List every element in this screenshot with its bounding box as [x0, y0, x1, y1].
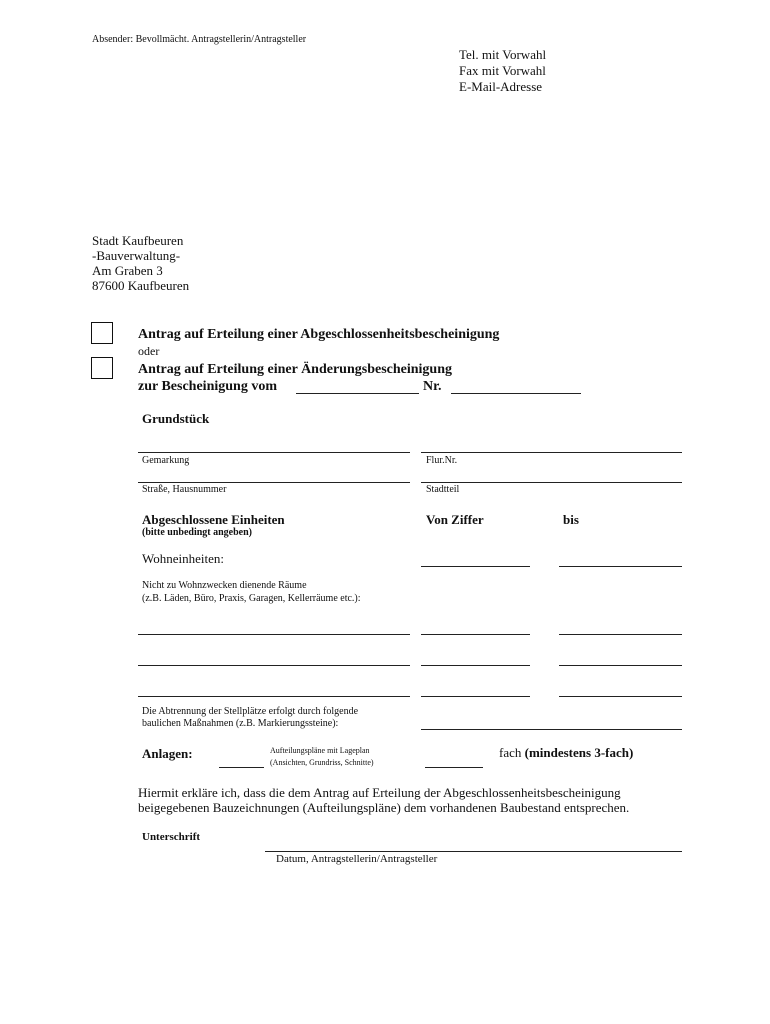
attachments-label: Anlagen: — [142, 746, 193, 761]
declaration-line: beigegebenen Bauzeichnungen (Aufteilungspläne) dem vorhandenen Baubestand entsprechen. — [138, 800, 630, 815]
non-residential-desc-field[interactable] — [138, 665, 410, 666]
reference-date-field[interactable] — [296, 393, 419, 394]
checkbox-abgeschlossenheit[interactable] — [91, 322, 113, 344]
parking-separation-label: Die Abtrennung der Stellplätze erfolgt durch folgende — [142, 706, 359, 717]
non-residential-from-field[interactable] — [421, 696, 530, 697]
attachments-description: Aufteilungspläne mit Lageplan — [270, 746, 370, 755]
stadtteil-label: Stadtteil — [426, 484, 460, 495]
attachments-description-detail: (Ansichten, Grundriss, Schnitte) — [270, 758, 374, 767]
copies-label — [499, 745, 633, 761]
flurnr-label: Flur.Nr. — [426, 455, 458, 466]
non-residential-to-field[interactable] — [559, 634, 682, 635]
contact-tel: Tel. mit Vorwahl — [459, 47, 547, 62]
strasse-label: Straße, Hausnummer — [142, 484, 227, 495]
attachments-count-field[interactable] — [219, 767, 264, 768]
signature-label: Unterschrift — [142, 831, 201, 843]
from-number-label: Von Ziffer — [426, 512, 484, 527]
stadtteil-field[interactable] — [421, 482, 682, 483]
recipient-line: Am Graben 3 — [92, 263, 163, 278]
non-residential-to-field[interactable] — [559, 696, 682, 697]
non-residential-desc-field[interactable] — [138, 634, 410, 635]
residential-to-field[interactable] — [559, 566, 682, 567]
reference-nr-label: Nr. — [423, 379, 442, 394]
sender-line: Absender: Bevollmächt. Antragstellerin/Antragsteller — [92, 34, 307, 45]
signature-caption: Datum, Antragstellerin/Antragsteller — [276, 853, 438, 865]
option-aenderung-label: Antrag auf Erteilung einer Änderungsbescheinigung — [138, 362, 452, 377]
option-abgeschlossenheit-label: Antrag auf Erteilung einer Abgeschlossenheitsbescheinigung — [138, 327, 500, 342]
signature-field[interactable] — [265, 851, 682, 852]
gemarkung-label: Gemarkung — [142, 455, 190, 466]
property-heading: Grundstück — [142, 411, 210, 426]
residential-units-label: Wohneinheiten: — [142, 551, 224, 566]
recipient-line: -Bauverwaltung- — [92, 248, 181, 263]
strasse-field[interactable] — [138, 482, 410, 483]
or-label: oder — [138, 344, 160, 358]
recipient-line: 87600 Kaufbeuren — [92, 278, 190, 293]
non-residential-to-field[interactable] — [559, 665, 682, 666]
reference-date-label: zur Bescheinigung vom — [138, 379, 277, 394]
non-residential-from-field[interactable] — [421, 665, 530, 666]
copies-minimum: (mindestens 3-fach) — [524, 745, 634, 760]
contact-email: E-Mail-Adresse — [459, 79, 543, 94]
residential-from-field[interactable] — [421, 566, 530, 567]
checkbox-aenderung[interactable] — [91, 357, 113, 379]
units-note: (bitte unbedingt angeben) — [142, 527, 253, 538]
non-residential-from-field[interactable] — [421, 634, 530, 635]
reference-nr-field[interactable] — [451, 393, 581, 394]
non-residential-examples: (z.B. Läden, Büro, Praxis, Garagen, Kellerräume etc.): — [142, 593, 361, 604]
to-number-label: bis — [563, 512, 579, 527]
parking-separation-example: baulichen Maßnahmen (z.B. Markierungssteine): — [142, 718, 339, 729]
parking-separation-field[interactable] — [421, 729, 682, 730]
recipient-line: Stadt Kaufbeuren — [92, 233, 184, 248]
flurnr-field[interactable] — [421, 452, 682, 453]
declaration-line: Hiermit erkläre ich, dass die dem Antrag auf Erteilung der Abgeschlossenheitsbescheinigung — [138, 785, 621, 800]
copies-count-field[interactable] — [425, 767, 483, 768]
contact-fax: Fax mit Vorwahl — [459, 63, 546, 78]
non-residential-desc-field[interactable] — [138, 696, 410, 697]
copies-unit: fach — [499, 745, 522, 760]
units-heading: Abgeschlossene Einheiten — [142, 512, 285, 527]
non-residential-label: Nicht zu Wohnzwecken dienende Räume — [142, 580, 307, 591]
gemarkung-field[interactable] — [138, 452, 410, 453]
